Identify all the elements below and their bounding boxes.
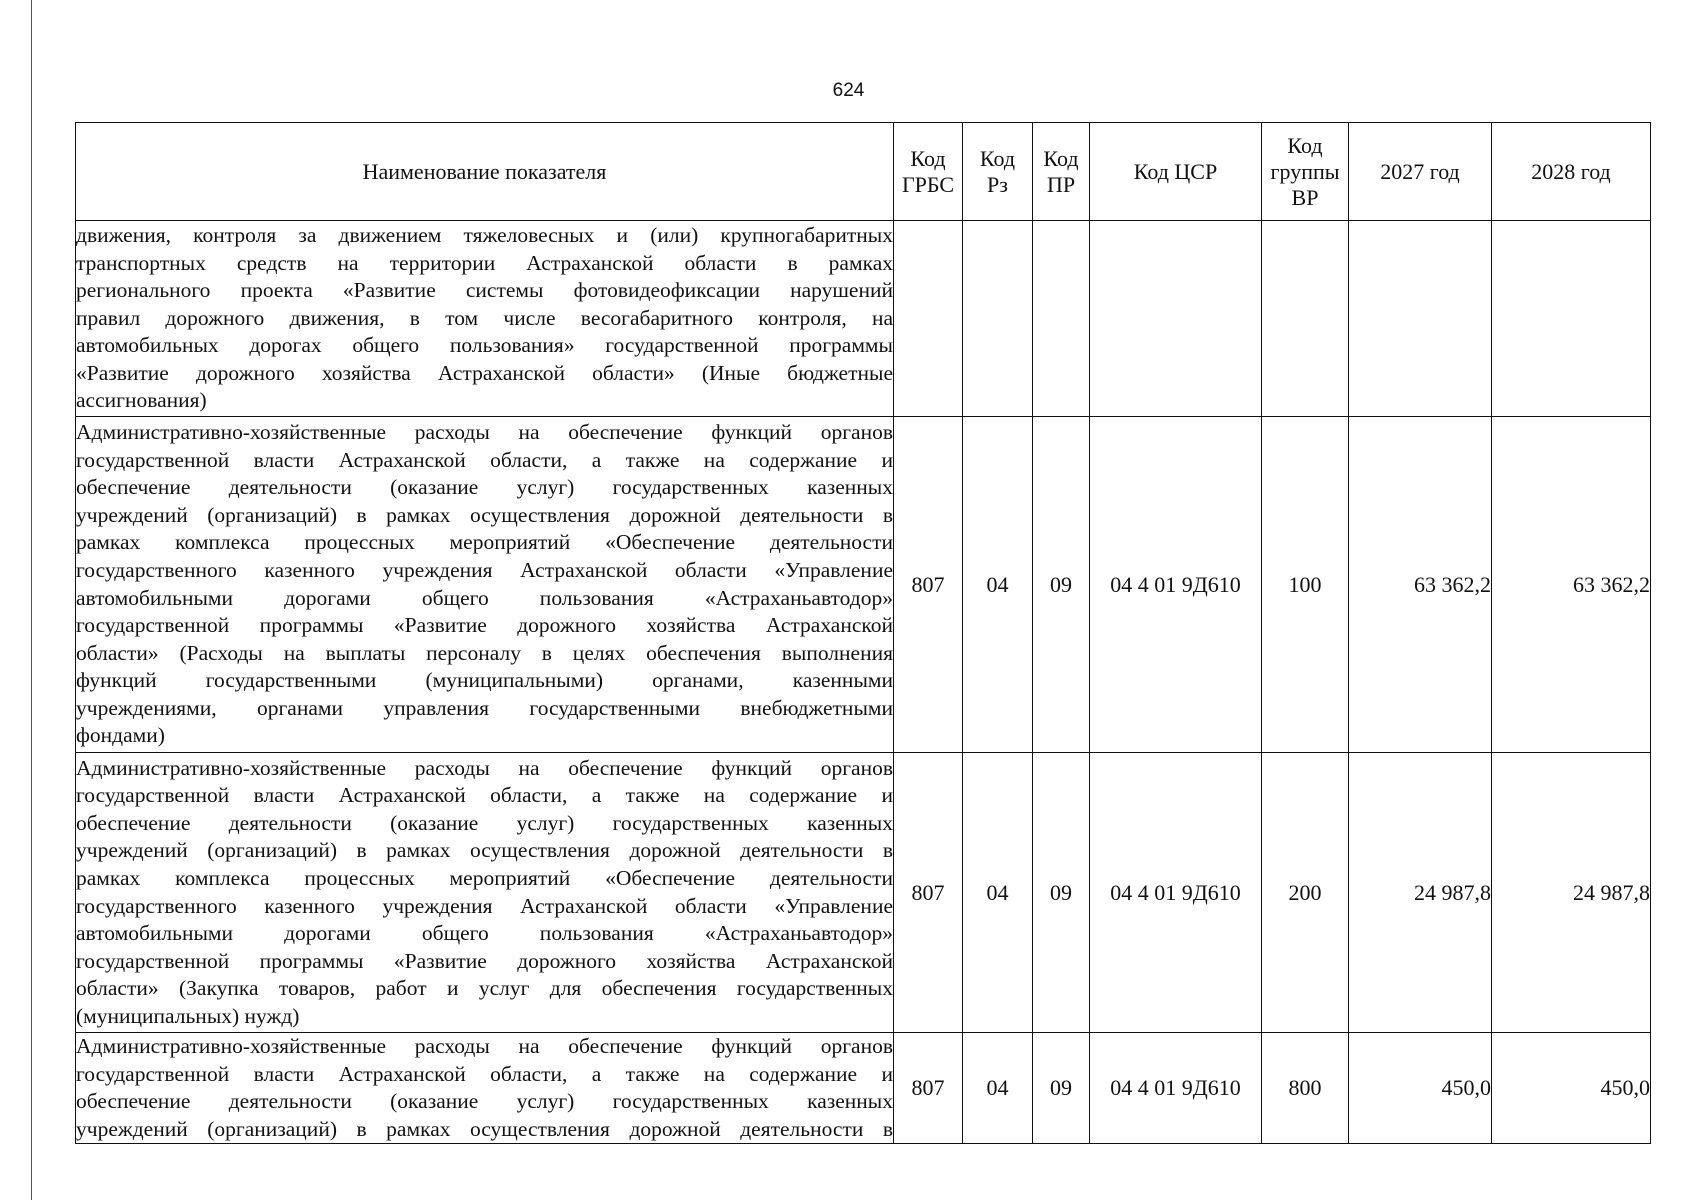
page-number: 624 xyxy=(832,80,865,101)
budget-table xyxy=(75,122,1651,1144)
indicator-name-line: государственного казенного учреждения Астраханской области «Управление xyxy=(76,893,893,918)
header-2028: 2028 год xyxy=(1492,123,1651,221)
indicator-name-line: фондами) xyxy=(76,723,165,748)
header-row xyxy=(76,123,1651,221)
csr-cell: 04 4 01 9Д610 xyxy=(1090,753,1262,1033)
vr-cell: 800 xyxy=(1262,1033,1349,1144)
csr-cell: 04 4 01 9Д610 xyxy=(1090,1033,1262,1144)
indicator-name-line: учреждений (организаций) в рамках осуществления дорожной деятельности в xyxy=(76,838,893,863)
indicator-name-line: функций государственными (муниципальными) органами, казенными xyxy=(76,668,893,693)
amount-2028-cell: 24 987,8 xyxy=(1492,753,1651,1033)
amount-2028-cell: 63 362,2 xyxy=(1492,417,1651,753)
grbs-cell: 807 xyxy=(894,417,963,753)
grbs-cell: 807 xyxy=(894,1033,963,1144)
indicator-name-line: рамках комплекса процессных мероприятий «Обеспечение деятельности xyxy=(76,530,893,555)
csr-cell xyxy=(1090,221,1262,417)
indicator-name-line: Административно-хозяйственные расходы на обеспечение функций органов xyxy=(76,1034,893,1058)
vr-cell: 100 xyxy=(1262,417,1349,753)
indicator-name-line: Административно-хозяйственные расходы на обеспечение функций органов xyxy=(76,419,893,444)
indicator-name-line: государственного казенного учреждения Астраханской области «Управление xyxy=(76,557,893,582)
csr-cell: 04 4 01 9Д610 xyxy=(1090,417,1262,753)
page-margin-line xyxy=(31,0,32,1200)
indicator-name-line: рамках комплекса процессных мероприятий «Обеспечение деятельности xyxy=(76,865,893,890)
rz-cell: 04 xyxy=(963,1033,1033,1144)
pr-cell: 09 xyxy=(1033,417,1090,753)
indicator-name-line: автомобильными дорогами общего пользования «Астраханьавтодор» xyxy=(76,921,893,946)
table-row xyxy=(76,1033,1651,1144)
rz-cell xyxy=(963,221,1033,417)
indicator-name-line: государственной программы «Развитие дорожного хозяйства Астраханской xyxy=(76,613,893,638)
indicator-name-cell xyxy=(76,753,894,1033)
indicator-name-line: автомобильных дорогах общего пользования» государственной программы xyxy=(76,333,893,358)
indicator-name-line: правил дорожного движения, в том числе весогабаритного контроля, на xyxy=(76,305,893,330)
table-row xyxy=(76,753,1651,1033)
indicator-name-line: области» (Закупка товаров, работ и услуг для обеспечения государственных xyxy=(76,976,893,1001)
pr-cell: 09 xyxy=(1033,1033,1090,1144)
amount-2027-cell: 450,0 xyxy=(1349,1033,1492,1144)
indicator-name-cell xyxy=(76,417,894,753)
indicator-name-cell xyxy=(76,1033,894,1144)
indicator-name-line: государственной власти Астраханской области, а также на содержание и xyxy=(76,447,893,472)
header-name: Наименование показателя xyxy=(76,123,894,221)
pr-cell xyxy=(1033,221,1090,417)
indicator-name-line: «Развитие дорожного хозяйства Астраханской области» (Иные бюджетные xyxy=(76,360,893,385)
amount-2027-cell: 24 987,8 xyxy=(1349,753,1492,1033)
indicator-name-line: ассигнования) xyxy=(76,388,207,413)
indicator-name-line: государственной власти Астраханской области, а также на содержание и xyxy=(76,1061,893,1086)
header-pr: Код ПР xyxy=(1033,123,1090,221)
amount-2027-cell xyxy=(1349,221,1492,417)
rz-cell: 04 xyxy=(963,417,1033,753)
vr-cell xyxy=(1262,221,1349,417)
header-2027: 2027 год xyxy=(1349,123,1492,221)
header-csr: Код ЦСР xyxy=(1090,123,1262,221)
indicator-name-line: государственной программы «Развитие дорожного хозяйства Астраханской xyxy=(76,948,893,973)
grbs-cell: 807 xyxy=(894,753,963,1033)
indicator-name-line: учреждениями, органами управления государственными внебюджетными xyxy=(76,695,893,720)
indicator-name-line: учреждений (организаций) в рамках осуществления дорожной деятельности в xyxy=(76,502,893,527)
pr-cell: 09 xyxy=(1033,753,1090,1033)
indicator-name-line: обеспечение деятельности (оказание услуг) государственных казенных xyxy=(76,475,893,500)
rz-cell: 04 xyxy=(963,753,1033,1033)
table-row xyxy=(76,221,1651,417)
indicator-name-line: обеспечение деятельности (оказание услуг) государственных казенных xyxy=(76,810,893,835)
indicator-name-line: (муниципальных) нужд) xyxy=(76,1003,300,1028)
indicator-name-line: движения, контроля за движением тяжеловесных и (или) крупногабаритных xyxy=(76,222,893,247)
indicator-name-cell xyxy=(76,221,894,417)
amount-2028-cell xyxy=(1492,221,1651,417)
grbs-cell xyxy=(894,221,963,417)
header-grbs: Код ГРБС xyxy=(894,123,963,221)
amount-2027-cell: 63 362,2 xyxy=(1349,417,1492,753)
indicator-name-line: Административно-хозяйственные расходы на обеспечение функций органов xyxy=(76,755,893,780)
indicator-name-line: учреждений (организаций) в рамках осуществления дорожной деятельности в xyxy=(76,1116,893,1141)
indicator-name-line: области» (Расходы на выплаты персоналу в целях обеспечения выполнения xyxy=(76,640,893,665)
header-vr: Код группы ВР xyxy=(1262,123,1349,221)
indicator-name-line: государственной власти Астраханской области, а также на содержание и xyxy=(76,783,893,808)
vr-cell: 200 xyxy=(1262,753,1349,1033)
amount-2028-cell: 450,0 xyxy=(1492,1033,1651,1144)
indicator-name-line: автомобильными дорогами общего пользования «Астраханьавтодор» xyxy=(76,585,893,610)
indicator-name-line: регионального проекта «Развитие системы фотовидеофиксации нарушений xyxy=(76,278,893,303)
indicator-name-line: транспортных средств на территории Астраханской области в рамках xyxy=(76,250,893,275)
indicator-name-line: обеспечение деятельности (оказание услуг) государственных казенных xyxy=(76,1089,893,1114)
header-rz: Код Рз xyxy=(963,123,1033,221)
table-row xyxy=(76,417,1651,753)
